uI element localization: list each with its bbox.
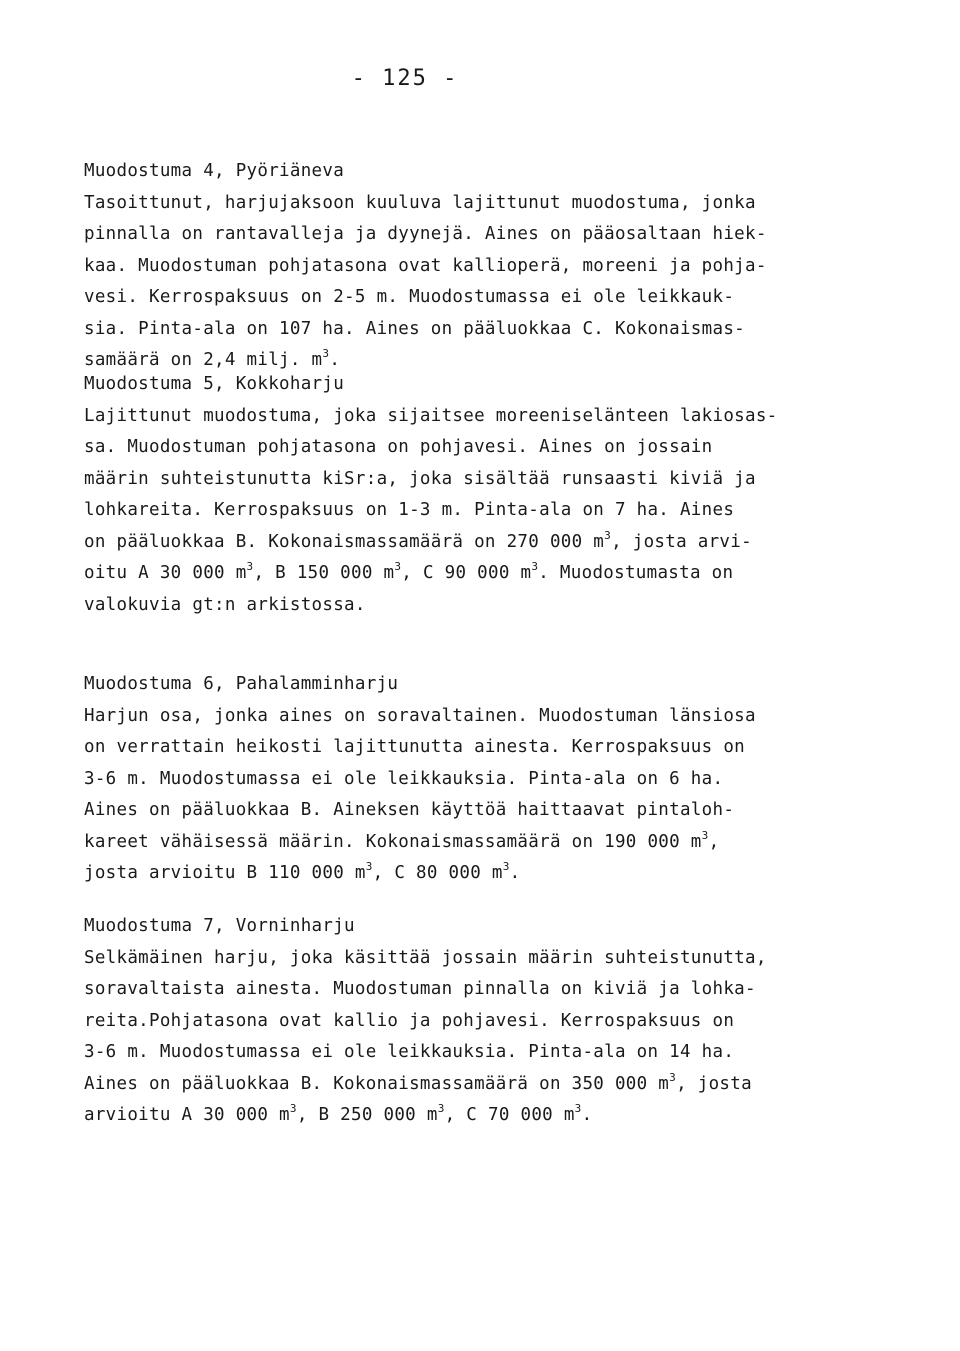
text-line: kareet vähäisessä määrin. Kokonaismassamäärä on 190 000 $m^3$, (84, 828, 720, 852)
superscript: 3 (289, 1102, 297, 1115)
superscript: 3 (531, 560, 539, 573)
superscript: 3 (502, 860, 510, 873)
superscript: 3 (437, 1102, 445, 1115)
superscript: 3 (574, 1102, 582, 1115)
text-line: Aines on pääluokkaa B. Aineksen käyttöä haittaavat pintaloh- (84, 800, 735, 820)
section-heading: Muodostuma 7, Vorninharju (84, 916, 355, 936)
text-line: Lajittunut muodostuma, joka sijaitsee moreeniselänteen lakiosas- (84, 405, 778, 426)
text-line: josta arvioitu B 110 000 $m^3$, C 80 000 $m^3$. (84, 860, 521, 883)
section-heading: Muodostuma 4, Pyöriäneva (84, 161, 345, 181)
text-line: samäärä on 2,4 milj. $m^3$. (84, 347, 341, 370)
section-muodostuma-5 (84, 369, 924, 621)
superscript: 3 (322, 347, 330, 360)
text-line: Tasoittunut, harjujaksoon kuuluva lajittunut muodostuma, jonka (84, 192, 756, 213)
superscript: 3 (365, 860, 373, 873)
section-heading: Muodostuma 5, Kokkoharju (84, 374, 345, 394)
text-line: vesi. Kerrospaksuus on 2-5 m. Muodostumassa ei ole leikkauk- (84, 287, 735, 307)
page-number: - 125 - (351, 66, 459, 91)
section-heading: Muodostuma 6, Pahalamminharju (84, 674, 399, 694)
text-line: pinnalla on rantavalleja ja dyynejä. Aines on pääosaltaan hiek- (84, 224, 767, 244)
text-line: sia. Pinta-ala on 107 ha. Aines on pääluokkaa C. Kokonaismas- (84, 318, 745, 339)
text-line: on pääluokkaa B. Kokonaismassamäärä on 270 000 $m^3$, josta arvi- (84, 528, 752, 552)
text-line: soravaltaista ainesta. Muodostuman pinnalla on kiviä ja lohka- (84, 979, 756, 999)
superscript: 3 (246, 560, 254, 573)
superscript: 3 (669, 1070, 677, 1084)
text-line: Harjun osa, jonka aines on soravaltainen. Muodostuman länsiosa (84, 705, 756, 726)
text-line: valokuvia gt:n arkistossa. (84, 594, 366, 615)
text-line: määrin suhteistunutta kiSr:a, joka sisältää runsaasti kiviä ja (84, 468, 756, 489)
text-line: oitu A 30 000 $m^3$, B 150 000 $m^3$, C 90 000 $m^3$. Muodostumasta on (84, 560, 734, 583)
text-line: Aines on pääluokkaa B. Kokonaismassamäärä on 350 000 $m^3$, josta (84, 1070, 752, 1094)
text-line: lohkareita. Kerrospaksuus on 1-3 m. Pinta-ala on 7 ha. Aines (84, 500, 735, 520)
text-line: Selkämäinen harju, joka käsittää jossain määrin suhteistunutta, (84, 947, 767, 968)
superscript: 3 (394, 560, 402, 573)
text-line: arvioitu A 30 000 $m^3$, B 250 000 $m^3$, C 70 000 $m^3$. (84, 1102, 593, 1125)
text-line: on verrattain heikosti lajittunutta ainesta. Kerrospaksuus on (84, 737, 745, 757)
text-line: reita.Pohjatasona ovat kallio ja pohjavesi. Kerrospaksuus on (84, 1010, 735, 1031)
section-muodostuma-6 (84, 669, 924, 890)
section-muodostuma-7 (84, 911, 924, 1132)
text-line: kaa. Muodostuman pohjatasona ovat kallioperä, moreeni ja pohja- (84, 255, 767, 276)
text-line: sa. Muodostuman pohjatasona on pohjavesi. Aines on jossain (84, 437, 713, 457)
section-muodostuma-4 (84, 156, 924, 377)
superscript: 3 (604, 528, 612, 542)
superscript: 3 (701, 828, 709, 842)
text-line: 3-6 m. Muodostumassa ei ole leikkauksia. Pinta-ala on 6 ha. (84, 768, 724, 789)
text-line: 3-6 m. Muodostumassa ei ole leikkauksia. Pinta-ala on 14 ha. (84, 1042, 735, 1062)
